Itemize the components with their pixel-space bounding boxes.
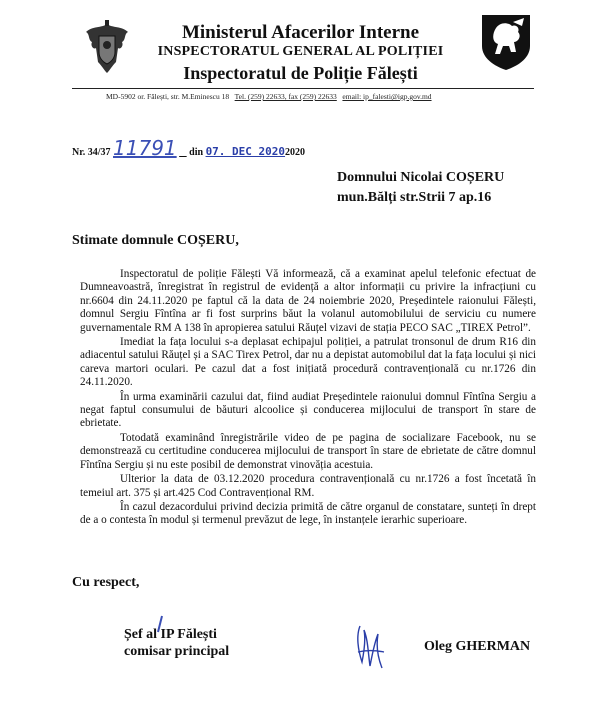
signatory-title bbox=[124, 626, 229, 660]
body-paragraph: Inspectoratul de poliție Fălești Vă informează, că a examinat apelul telefonic efectuat de Dumneavoastră, înregistrat în registrul de evidență a altor informații cu privire la infracțiuni cu nr.6604 din 24.11.2020 pe faptul că la data de 24 noiembrie 2020, Președintele raionului Fălești, domnul Sergiu Fîntîna ar fi fost surprins băut la volanul automobilului de serviciu cu numere guvernamentale RM A 138 în apropierea satului Răuțel vizavi de stația PECO SAC „TIREX Petrol”. bbox=[80, 268, 536, 334]
handwritten-signature-icon bbox=[352, 622, 386, 672]
letter-body bbox=[80, 268, 536, 529]
signatory-name: Oleg GHERMAN bbox=[424, 639, 531, 654]
reference-line bbox=[72, 136, 305, 160]
body-paragraph: Totodată examinând înregistrările video de pe pagina de socializare Facebook, nu se demonstrează cu certitudine conducerea mijlocului de transport în stare de ebrietate de către domnul Fîntîna Sergiu și nu este posibil de demonstrat vinovăția acestuia. bbox=[80, 431, 536, 471]
signatory-rank: comisar principal bbox=[124, 644, 230, 659]
phone-fax-text: Tel. (259) 22633, fax (259) 22633 bbox=[234, 92, 337, 101]
body-paragraph: Imediat la fața locului s-a deplasat echipajul poliției, a patrulat tronsonul de drum R16 din adiacentul satului Răuțel și a SAC Tirex Petrol, dar nu a depistat automobilul dat la fața locului și nici careva martori oculari. Pe cazul dat a fost inițiată procedură contravențională cu nr.1726 din 24.11.2020. bbox=[80, 336, 536, 389]
inspectorate-local-title: Inspectoratul de Poliție Fălești bbox=[183, 63, 418, 83]
email-text: email: ip_falesti@igp.gov.md bbox=[342, 92, 432, 101]
reference-prefix: Nr. 34/37 bbox=[72, 147, 111, 158]
contact-line bbox=[106, 92, 432, 101]
body-paragraph: În cazul dezacordului privind decizia primită de către organul de constatare, sunteți în drept de a o contesta în modul și termenul prevăzut de lege, în instanțele ierarhic superioare. bbox=[80, 500, 536, 527]
body-paragraph: Ulterior la data de 03.12.2020 procedura contravențională cu nr.1726 a fost încetată în temeiul art. 375 și art.425 Cod Contravențional RM. bbox=[80, 473, 536, 499]
din-label: din bbox=[189, 147, 204, 158]
body-paragraph: În urma examinării cazului dat, fiind audiat Președintele raionului domnul Fîntîna Sergiu a negat faptul consumului de băuturi alcoolice și conducerea mijlocului de transport în stare de ebrietate. bbox=[80, 390, 536, 430]
inspectorate-general-title: INSPECTORATUL GENERAL AL POLIȚIEI bbox=[157, 44, 444, 59]
recipient-address: mun.Bălți str.Strii 7 ap.16 bbox=[337, 190, 492, 205]
year-suffix: 2020 bbox=[285, 147, 306, 158]
date-stamp: 07. DEC 2020 bbox=[205, 145, 286, 158]
recipient-name: Domnului Nicolai COȘERU bbox=[337, 170, 505, 185]
address-text: MD-5902 or. Fălești, str. M.Eminescu 18 bbox=[106, 92, 230, 101]
signatory-position: Șef al IP Fălești bbox=[124, 627, 217, 642]
ministry-title: Ministerul Afacerilor Interne bbox=[181, 22, 420, 43]
header-divider bbox=[72, 88, 534, 89]
closing-phrase: Cu respect, bbox=[72, 575, 140, 590]
salutation: Stimate domnule COȘERU, bbox=[72, 233, 239, 248]
handwritten-reference-number: 11791 bbox=[113, 136, 177, 160]
